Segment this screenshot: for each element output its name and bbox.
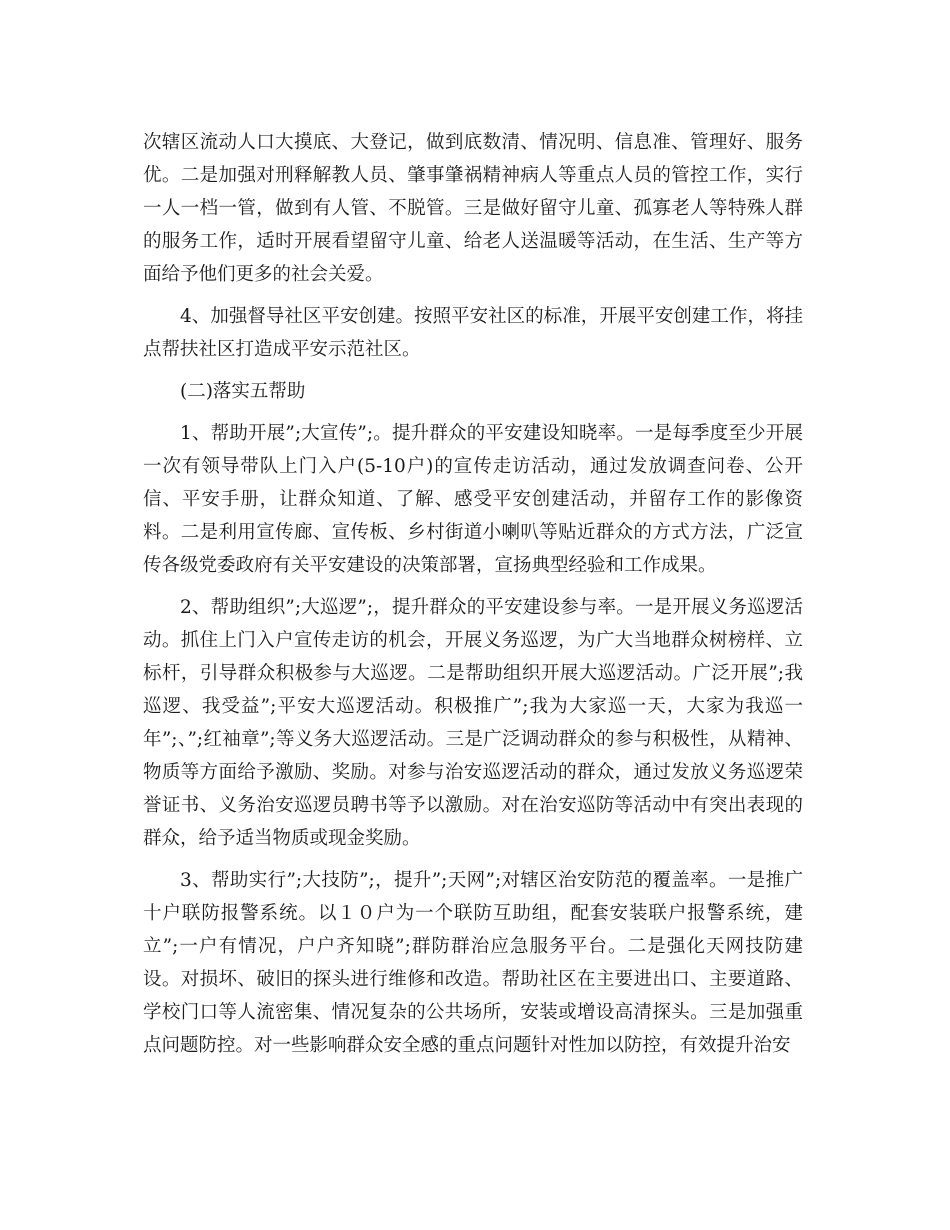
paragraph-help-2: 2、帮助组织”;大巡逻”;，提升群众的平安建设参与率。一是开展义务巡逻活动。抓住上门入户宣传走访的机会，开展义务巡逻，为广大当地群众树榜样、立标杆，引导群众积极参与大巡逻。二是帮助组织开展大巡逻活动。广泛开展”;我巡逻、我受益”;平安大巡逻活动。积极推广”;我为大家巡一天，大家为我巡一年”;、”;红袖章”;等义务大巡逻活动。三是广泛调动群众的参与积极性，从精神、物质等方面给予激励、奖励。对参与治安巡逻活动的群众，通过发放义务巡逻荣誉证书、义务治安巡逻员聘书等予以激励。对在治安巡防等活动中有突出表现的群众，给予适当物质或现金奖励。 (143, 597, 803, 849)
paragraph-help-3: 3、帮助实行”;大技防”;，提升”;天网”;对辖区治安防范的覆盖率。一是推广十户联防报警系统。以１０户为一个联防互助组，配套安装联户报警系统，建立”;一户有情况，户户齐知晓”;群防群治应急服务平台。二是强化天网技防建设。对损坏、破旧的探头进行维修和改造。帮助社区在主要进出口、主要道路、学校门口等人流密集、情况复杂的公共场所，安装或增设高清探头。三是加强重点问题防控。对一些影响群众安全感的重点问题针对性加以防控，有效提升治安 (143, 870, 803, 1056)
paragraph-continuation: 次辖区流动人口大摸底、大登记，做到底数清、情况明、信息准、管理好、服务优。二是加强对刑释解教人员、肇事肇祸精神病人等重点人员的管控工作，实行一人一档一管，做到有人管、不脱管。三是做好留守儿童、孤寡老人等特殊人群的服务工作，适时开展看望留守儿童、给老人送温暖等活动，在生活、生产等方面给予他们更多的社会关爱。 (143, 132, 803, 285)
paragraph-item-4: 4、加强督导社区平安创建。按照平安社区的标准，开展平安创建工作，将挂点帮扶社区打造成平安示范社区。 (143, 306, 803, 360)
section-heading-five-helps: (二)落实五帮助 (180, 381, 306, 402)
paragraph-help-1: 1、帮助开展”;大宣传”;。提升群众的平安建设知晓率。一是每季度至少开展一次有领导带队上门入户(5-10户)的宣传走访活动，通过发放调查问卷、公开信、平安手册，让群众知道、了解、感受平安创建活动，并留存工作的影像资料。二是利用宣传廊、宣传板、乡村街道小喇叭等贴近群众的方式方法，广泛宣传各级党委政府有关平安建设的决策部署，宣扬典型经验和工作成果。 (143, 423, 803, 576)
document-body (143, 126, 803, 1071)
